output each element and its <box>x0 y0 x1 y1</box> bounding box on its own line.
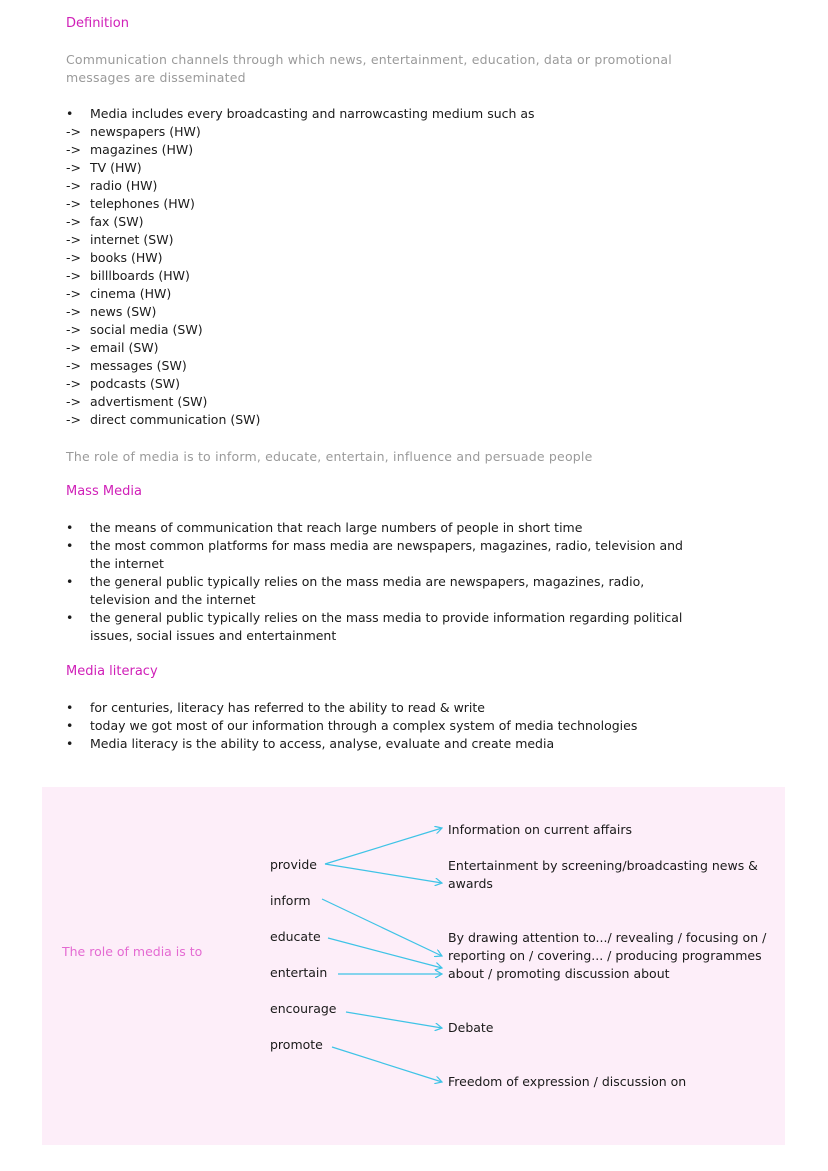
arrow-marker-icon: -> <box>66 304 81 319</box>
media-list-item <box>66 141 193 159</box>
mass-media-bullet <box>66 573 726 609</box>
media-list-item <box>66 249 162 267</box>
bullet-text: today we got most of our information through a complex system of media technologies <box>90 718 638 733</box>
media-literacy-bullet <box>66 735 726 753</box>
target-attention: By drawing attention to.../ revealing / focusing on / reporting on / covering... / producing programmes about / promoting discussion about <box>448 930 767 981</box>
definition-text-line1: Communication channels through which news, entertainment, education, data or promotional <box>66 52 672 67</box>
media-item-text: cinema (HW) <box>90 286 172 301</box>
media-list-item <box>66 123 201 141</box>
arrow-marker-icon: -> <box>66 322 81 337</box>
media-item-text: TV (HW) <box>90 160 142 175</box>
media-item-text: radio (HW) <box>90 178 158 193</box>
arrow-marker-icon: -> <box>66 268 81 283</box>
bullet-icon: • <box>66 700 74 715</box>
arrow-marker-icon: -> <box>66 196 81 211</box>
verb-provide: provide <box>270 857 317 872</box>
bullet-text: Media literacy is the ability to access, analyse, evaluate and create media <box>90 736 555 751</box>
mass-media-bullet <box>66 519 726 537</box>
definition-text-line2: messages are disseminated <box>66 70 246 85</box>
bullet-text: the most common platforms for mass media are newspapers, magazines, radio, television and the internet <box>90 538 683 571</box>
bullet-icon: • <box>66 736 74 751</box>
arrow-marker-icon: -> <box>66 124 81 139</box>
media-intro-text: Media includes every broadcasting and narrowcasting medium such as <box>90 106 535 121</box>
media-item-text: internet (SW) <box>90 232 174 247</box>
media-list-item <box>66 195 195 213</box>
bullet-icon: • <box>66 520 74 535</box>
media-list-item <box>66 339 159 357</box>
arrow-marker-icon: -> <box>66 142 81 157</box>
bullet-text: the general public typically relies on the mass media are newspapers, magazines, radio, television and the internet <box>90 574 645 607</box>
arrow-marker-icon: -> <box>66 160 81 175</box>
media-item-text: billlboards (HW) <box>90 268 190 283</box>
media-literacy-bullet <box>66 717 726 735</box>
target-freedom: Freedom of expression / discussion on <box>448 1074 687 1089</box>
verb-encourage: encourage <box>270 1001 337 1016</box>
bullet-icon: • <box>66 538 74 553</box>
target-entertainment: Entertainment by screening/broadcasting news & awards <box>448 858 758 891</box>
target-debate: Debate <box>448 1020 494 1035</box>
media-list-item <box>66 375 180 393</box>
media-list-item <box>66 303 156 321</box>
verb-inform: inform <box>270 893 311 908</box>
bullet-icon: • <box>66 574 74 589</box>
media-item-text: books (HW) <box>90 250 163 265</box>
media-item-text: magazines (HW) <box>90 142 194 157</box>
diagram-root-label: The role of media is to <box>62 944 203 959</box>
media-item-text: direct communication (SW) <box>90 412 261 427</box>
arrow-marker-icon: -> <box>66 358 81 373</box>
media-list-item <box>66 321 203 339</box>
media-list-item <box>66 267 190 285</box>
arrow-marker-icon: -> <box>66 178 81 193</box>
mass-media-bullet <box>66 609 726 645</box>
media-list-item <box>66 285 171 303</box>
media-literacy-bullet <box>66 699 726 717</box>
bullet-text: the means of communication that reach large numbers of people in short time <box>90 520 583 535</box>
verb-promote: promote <box>270 1037 323 1052</box>
bullet-text: for centuries, literacy has referred to the ability to read & write <box>90 700 485 715</box>
target-current-affairs: Information on current affairs <box>448 822 632 837</box>
media-item-text: telephones (HW) <box>90 196 195 211</box>
arrow-marker-icon: -> <box>66 376 81 391</box>
media-list-item <box>66 177 157 195</box>
media-list-item <box>66 411 260 429</box>
arrow-marker-icon: -> <box>66 214 81 229</box>
media-list-item <box>66 213 143 231</box>
media-item-text: newspapers (HW) <box>90 124 201 139</box>
mass-media-bullet <box>66 537 726 573</box>
arrow-marker-icon: -> <box>66 412 81 427</box>
definition-heading: Definition <box>66 16 129 31</box>
bullet-text: the general public typically relies on the mass media to provide information regarding political issues, social issues and entertainment <box>90 610 683 643</box>
media-item-text: email (SW) <box>90 340 159 355</box>
media-literacy-heading: Media literacy <box>66 664 158 679</box>
media-intro-item <box>66 105 535 123</box>
arrow-marker-icon: -> <box>66 250 81 265</box>
media-item-text: messages (SW) <box>90 358 187 373</box>
verb-entertain: entertain <box>270 965 328 980</box>
bullet-icon: • <box>66 718 74 733</box>
arrow-marker-icon: -> <box>66 340 81 355</box>
media-item-text: news (SW) <box>90 304 157 319</box>
arrow-marker-icon: -> <box>66 286 81 301</box>
arrow-marker-icon: -> <box>66 394 81 409</box>
media-list-item <box>66 357 187 375</box>
role-statement: The role of media is to inform, educate, entertain, influence and persuade people <box>66 449 593 464</box>
bullet-icon: • <box>66 106 74 121</box>
media-item-text: fax (SW) <box>90 214 144 229</box>
media-list-item <box>66 393 207 411</box>
bullet-icon: • <box>66 610 74 625</box>
mass-media-heading: Mass Media <box>66 484 142 499</box>
verb-educate: educate <box>270 929 321 944</box>
arrow-marker-icon: -> <box>66 232 81 247</box>
media-item-text: podcasts (SW) <box>90 376 180 391</box>
media-list-item <box>66 159 142 177</box>
media-item-text: advertisment (SW) <box>90 394 208 409</box>
media-item-text: social media (SW) <box>90 322 203 337</box>
media-list-item <box>66 231 173 249</box>
